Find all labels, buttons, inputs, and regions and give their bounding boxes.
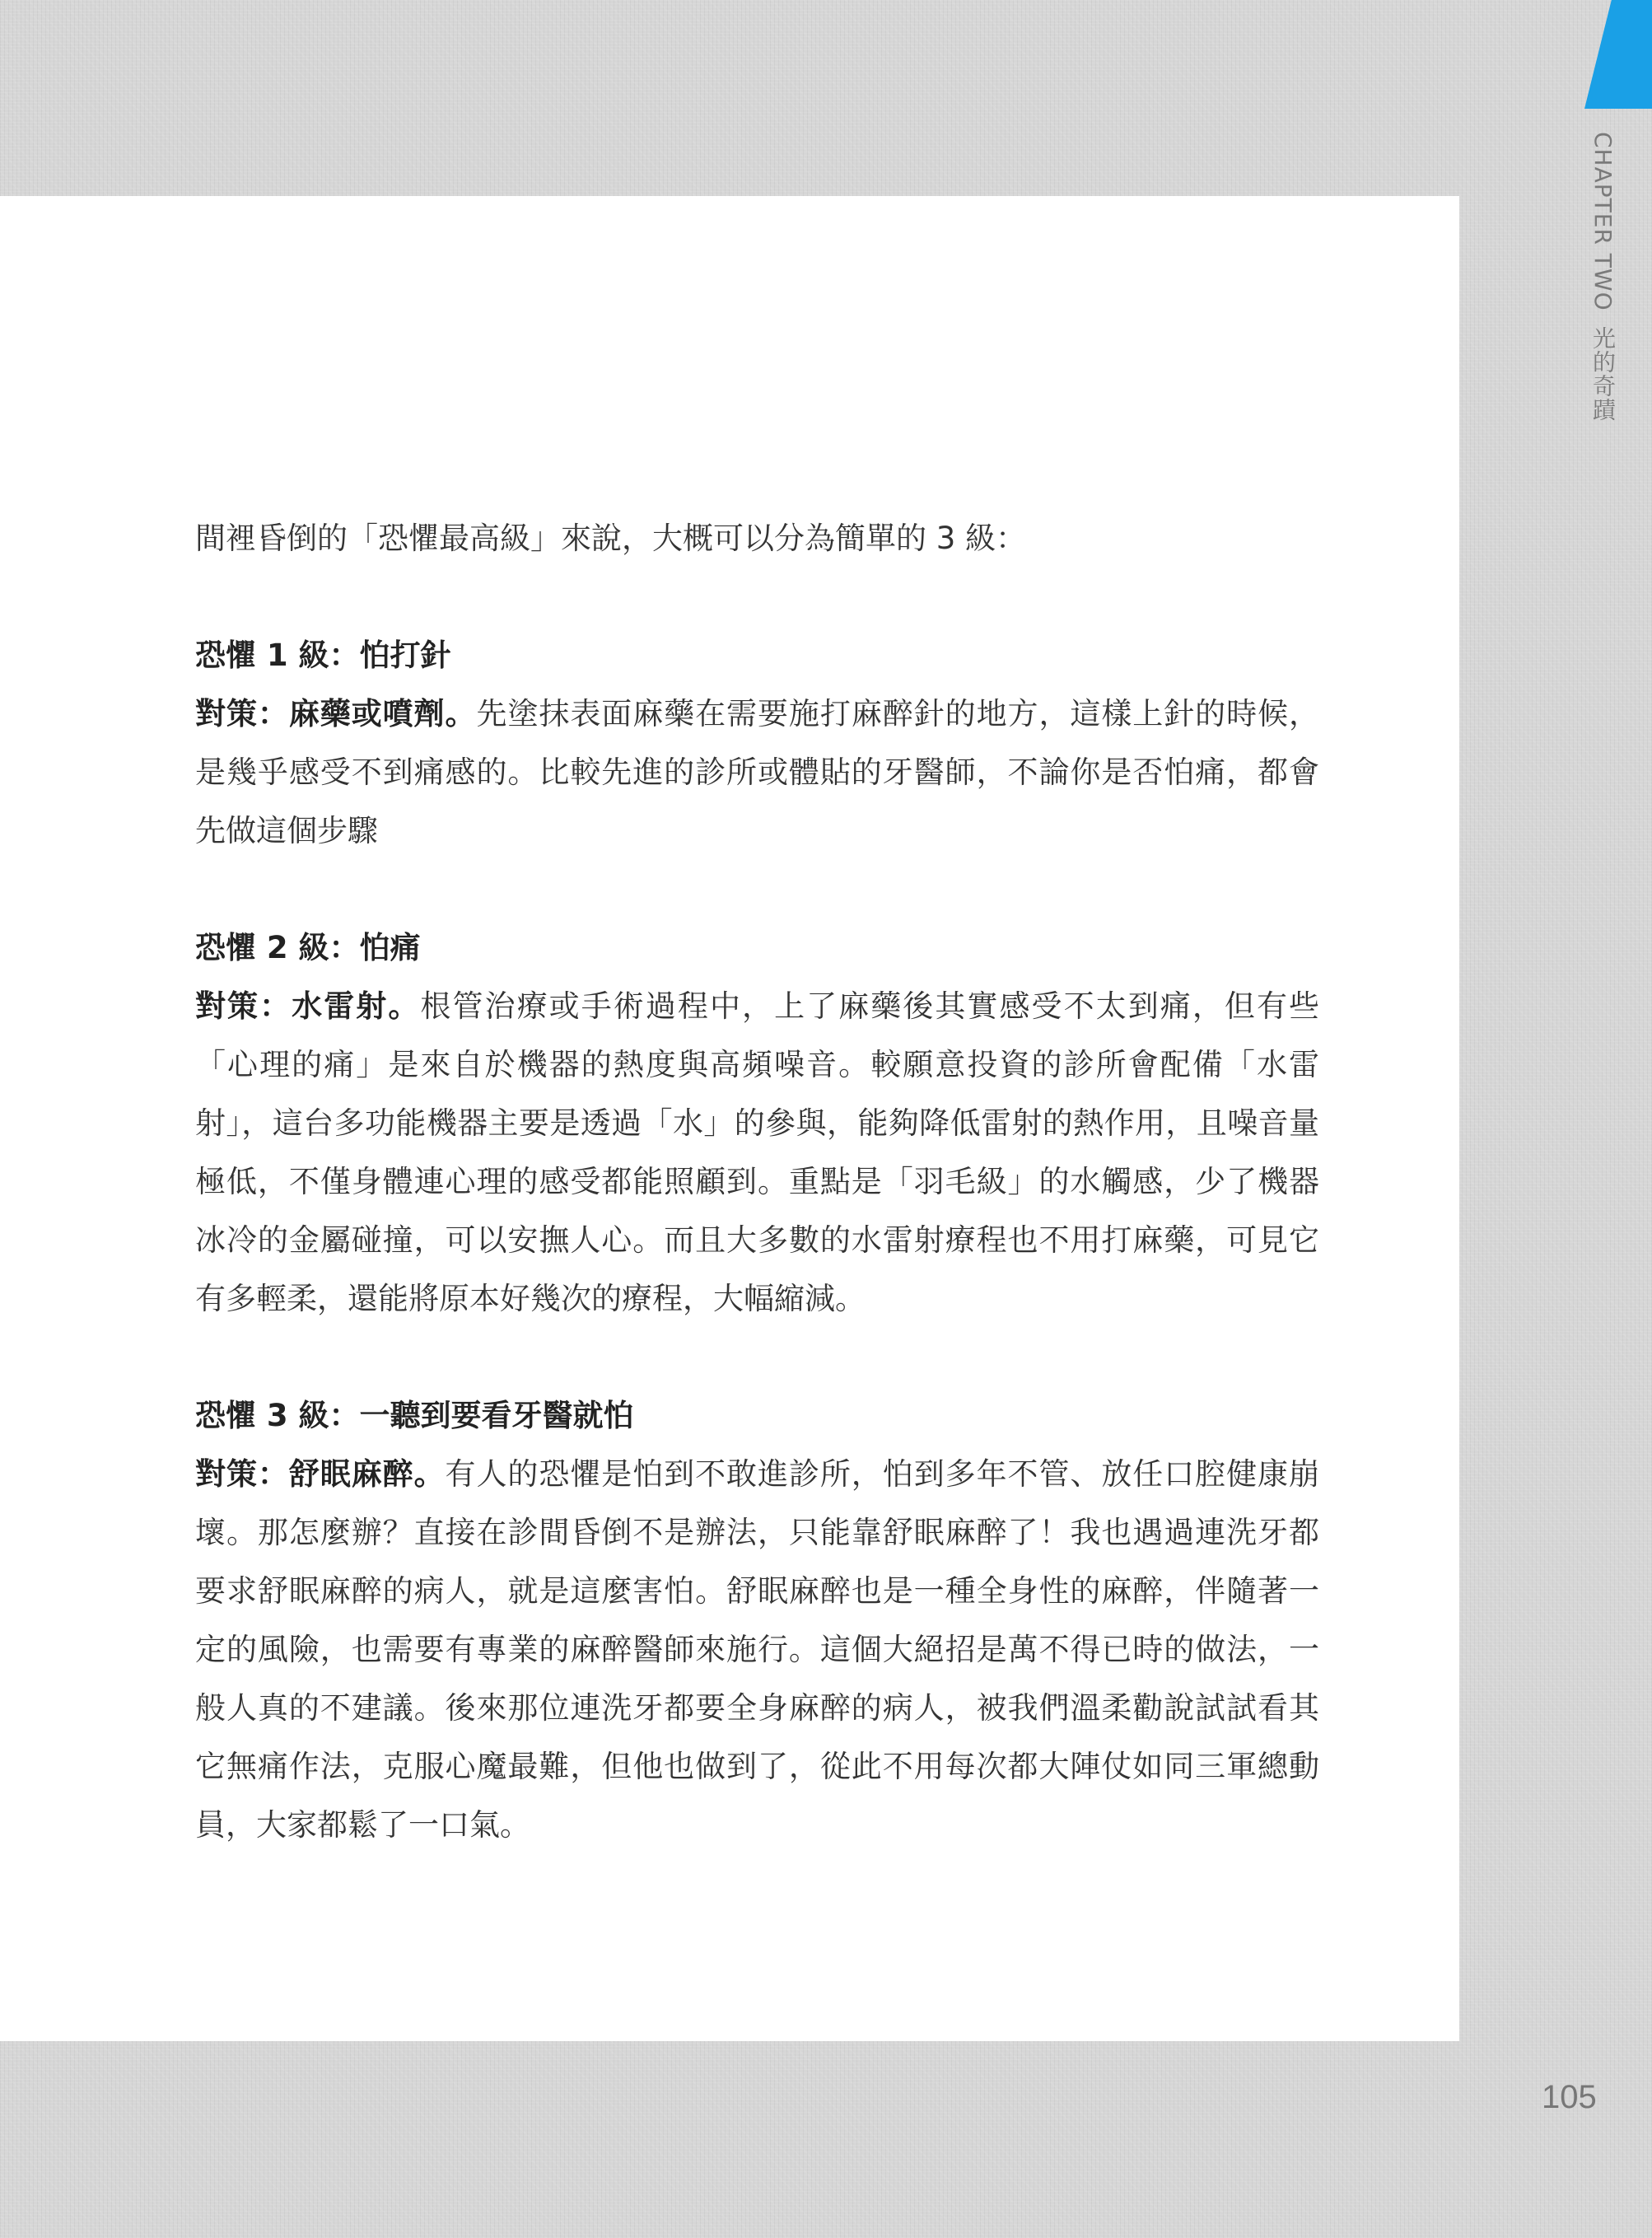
fear-level-3-paragraph: [195, 1445, 1319, 1854]
fear-level-2-strategy: 對策：水雷射。: [195, 988, 421, 1024]
fear-level-1-title: 恐懼 1 級：怕打針: [195, 638, 451, 673]
fear-level-1-section: [195, 626, 1319, 860]
chapter-label-zh: 光的奇蹟: [1589, 325, 1617, 422]
fear-level-3-title: 恐懼 3 級：一聽到要看牙醫就怕: [195, 1398, 634, 1433]
fear-level-2-section: [195, 918, 1319, 1328]
intro-paragraph: 間裡昏倒的「恐懼最高級」來說，大概可以分為簡單的 3 級：: [195, 521, 1027, 556]
chapter-label: [1588, 132, 1617, 422]
article-body: [195, 509, 1319, 1913]
fear-level-2-text: 根管治療或手術過程中，上了麻藥後其實感受不太到痛，但有些「心理的痛」是來自於機器的熱度與高頻噪音。較願意投資的診所會配備「水雷射」，這台多功能機器主要是透過「水」的參與，能夠降低雷射的熱作用，且噪音量極低，不僅身體連心理的感受都能照顧到。重點是「羽毛級」的水觸感，少了機器冰冷的金屬碰撞，可以安撫人心。而且大多數的水雷射療程也不用打麻藥，可見它有多輕柔，還能將原本好幾次的療程，大幅縮減。: [195, 988, 1320, 1316]
fear-level-2-title: 恐懼 2 級：怕痛: [195, 930, 421, 965]
fear-level-3-section: [195, 1386, 1319, 1854]
chapter-label-en: CHAPTER TWO: [1589, 132, 1617, 311]
page-number: 105: [1542, 2079, 1597, 2115]
fear-level-1-paragraph: [195, 684, 1319, 860]
fear-level-1-text: 先塗抹表面麻藥在需要施打麻醉針的地方，這樣上針的時候，是幾乎感受不到痛感的。比較先進的診所或體貼的牙醫師，不論你是否怕痛，都會先做這個步驟: [195, 696, 1320, 848]
fear-level-2-paragraph: [195, 977, 1319, 1328]
accent-stripe: [1584, 0, 1652, 109]
fear-level-3-text: 有人的恐懼是怕到不敢進診所，怕到多年不管、放任口腔健康崩壞。那怎麼辦？直接在診間昏倒不是辦法，只能靠舒眠麻醉了！我也遇過連洗牙都要求舒眠麻醉的病人，就是這麼害怕。舒眠麻醉也是一種全身性的麻醉，伴隨著一定的風險，也需要有專業的麻醉醫師來施行。這個大絕招是萬不得已時的做法，一般人真的不建議。後來那位連洗牙都要全身麻醉的病人，被我們溫柔勸說試試看其它無痛作法，克服心魔最難，但他也做到了，從此不用每次都大陣仗如同三軍總動員，大家都鬆了一口氣。: [195, 1456, 1320, 1843]
fear-level-3-strategy: 對策：舒眠麻醉。: [195, 1456, 446, 1492]
fear-level-1-strategy: 對策：麻藥或噴劑。: [195, 696, 477, 731]
